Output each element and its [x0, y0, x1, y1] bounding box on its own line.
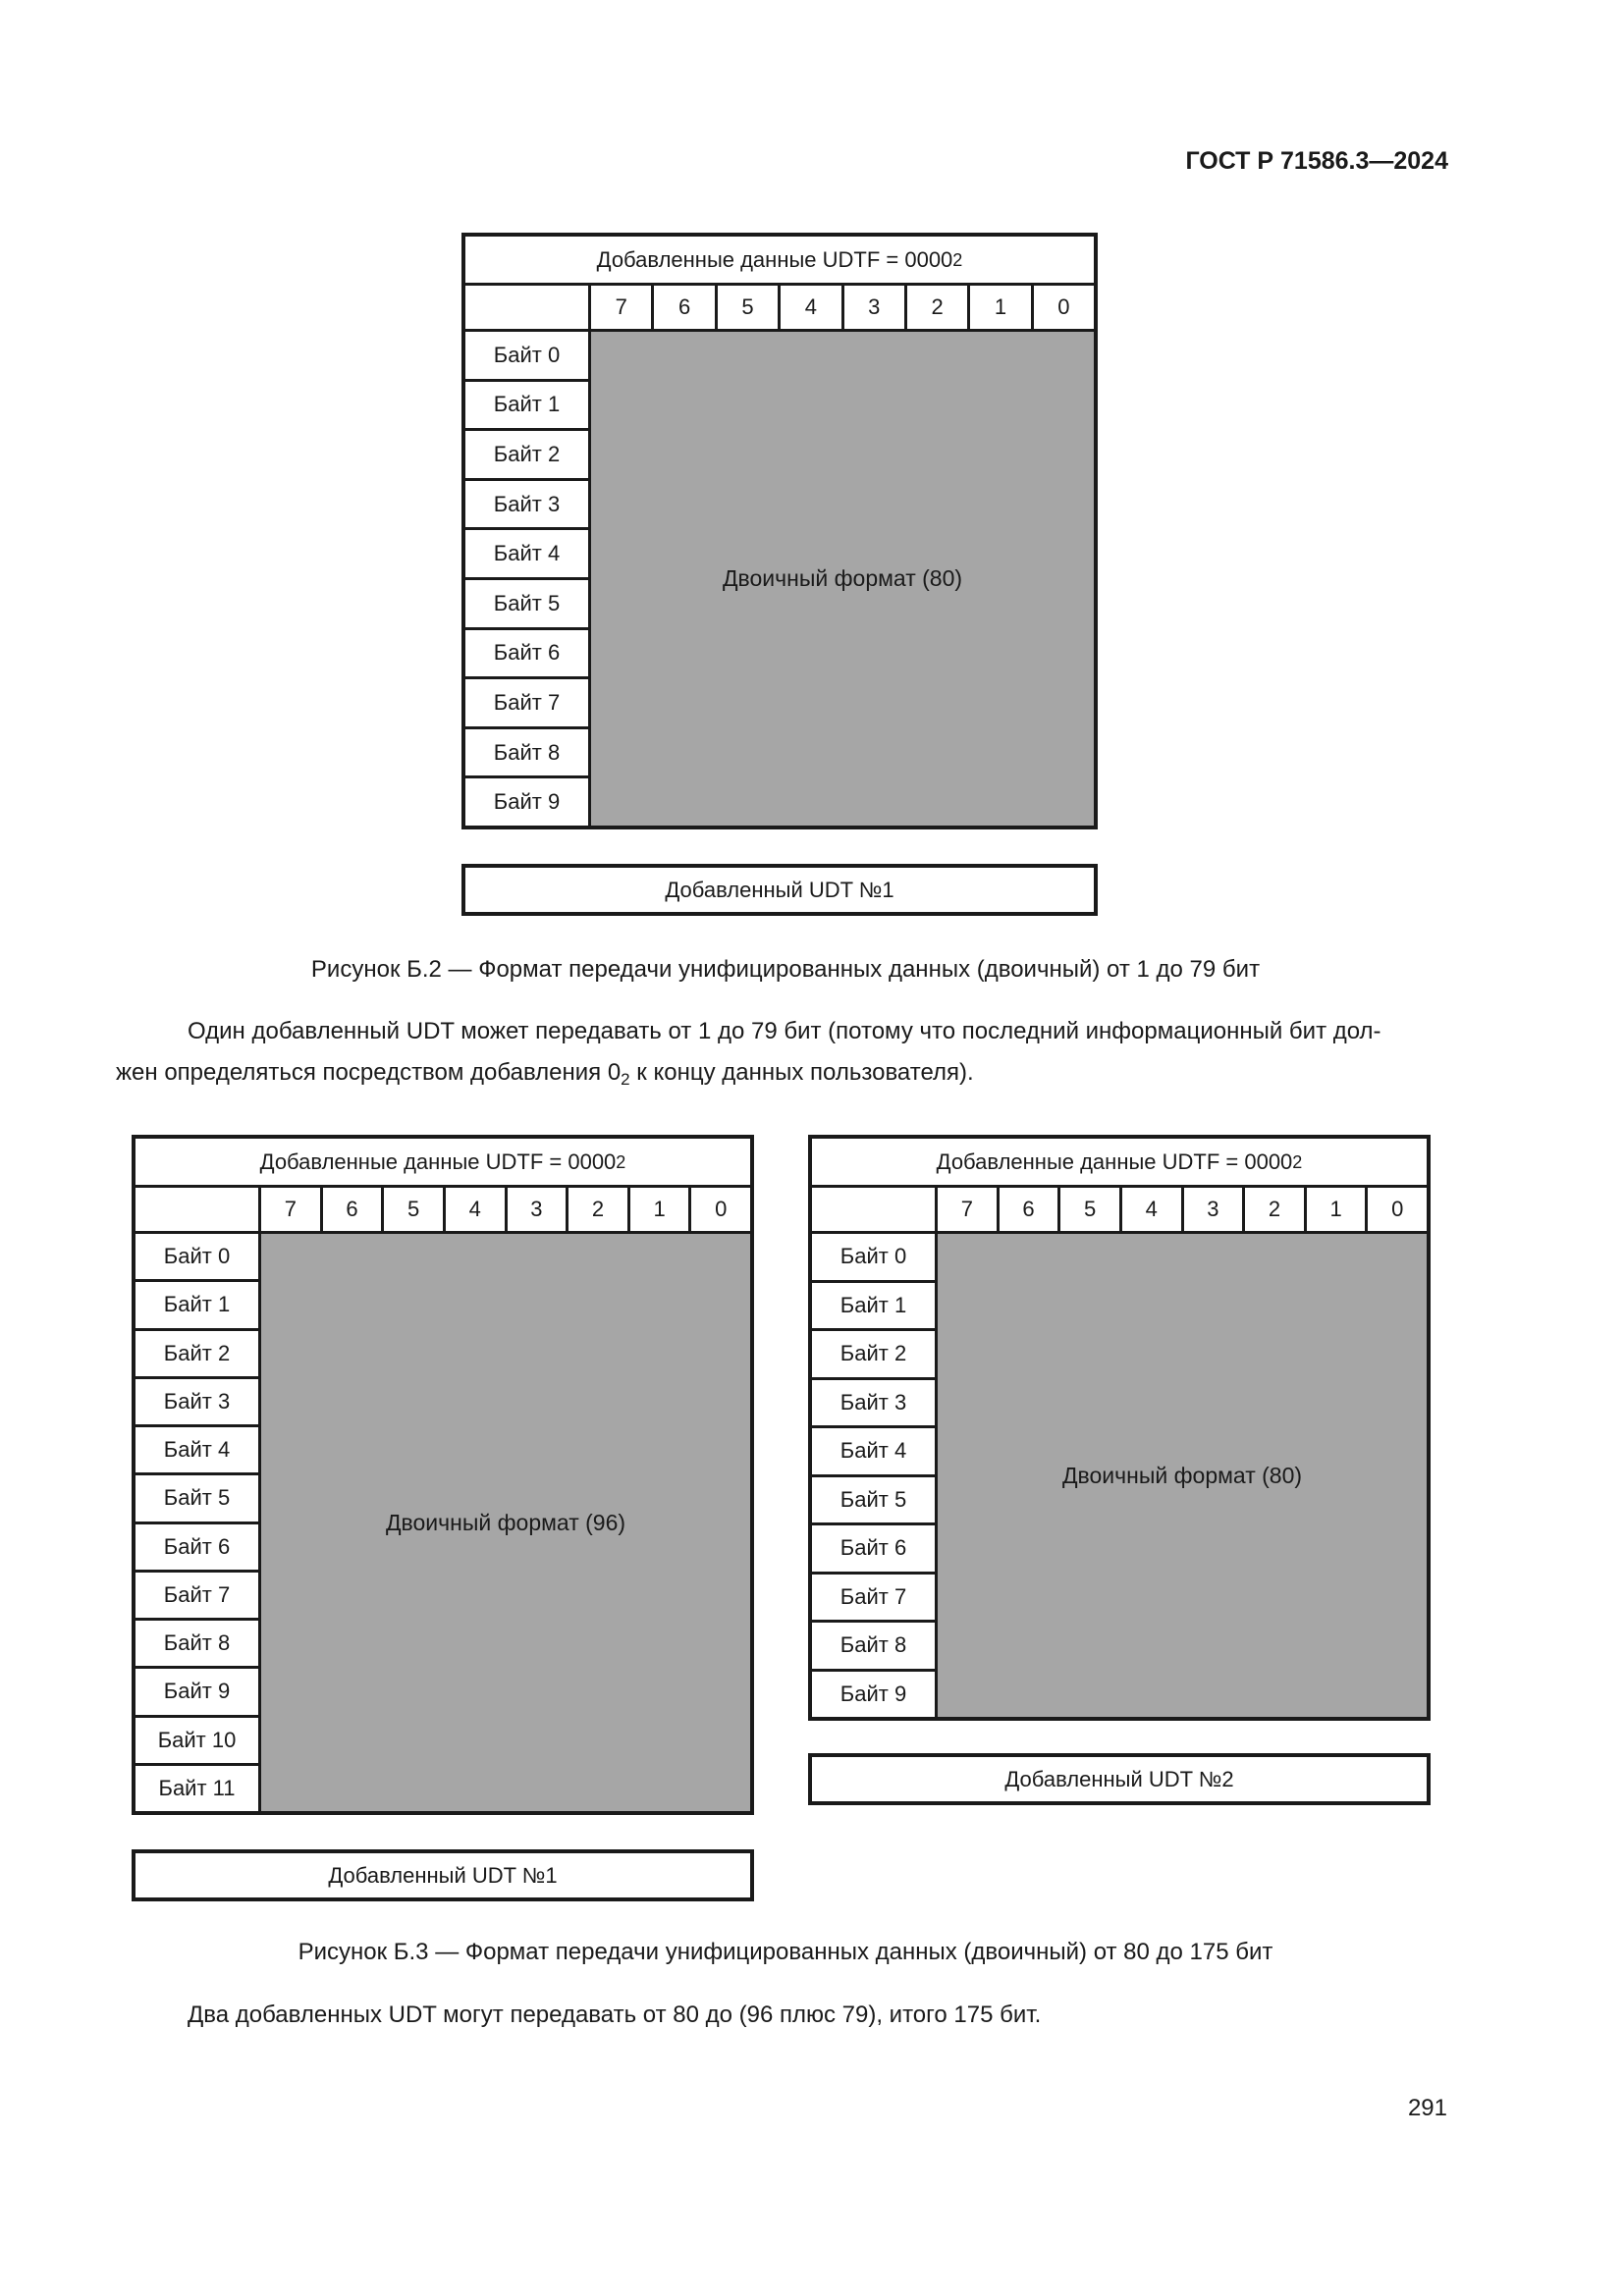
byte-row-label: Байт 3: [135, 1379, 258, 1427]
frame-title: Добавленные данные UDTF = 0000 2: [812, 1139, 1427, 1188]
bit-header-corner: [812, 1188, 938, 1231]
byte-row-label: Байт 5: [135, 1475, 258, 1523]
byte-row-label: Байт 11: [158, 1775, 236, 1800]
paragraph-line-1: Один добавленный UDT может передавать от 1 до 79 бит (потому что последний информационный бит дол-: [188, 1018, 1381, 1044]
byte-row-label: Байт 4: [135, 1427, 258, 1475]
udt-frame-diagram-b3-right: [808, 1135, 1431, 1721]
bit-column-header: 0: [1391, 1197, 1404, 1221]
bit-column-header: 0: [1057, 294, 1070, 319]
bit-column-header: 7: [938, 1188, 1000, 1231]
byte-row-label: Байт 1: [135, 1282, 258, 1330]
byte-row-label: Байт 2: [812, 1331, 935, 1380]
paragraph-udt-80-175: Два добавленных UDT могут передавать от 80 до (96 плюс 79), итого 175 бит.: [188, 2002, 1042, 2028]
bit-column-header: 6: [1000, 1188, 1061, 1231]
bit-column-header: 1: [970, 286, 1033, 329]
paragraph-line-2: [116, 1052, 1451, 1094]
bit-column-header: 7: [261, 1188, 323, 1231]
byte-row-label: Байт 6: [135, 1524, 258, 1573]
binary-data-area: Двоичный формат (80): [938, 1234, 1427, 1717]
byte-row-label: Байт 8: [135, 1621, 258, 1669]
byte-label-column: [812, 1234, 938, 1717]
bit-column-header: 4: [1122, 1188, 1184, 1231]
figure-caption-b3: Рисунок Б.3 — Формат передачи унифицированных данных (двоичный) от 80 до 175 бит: [298, 1939, 1273, 1965]
byte-row-label: Байт 5: [465, 580, 588, 630]
bit-header-row: [465, 286, 1094, 332]
bit-column-header: 3: [844, 286, 907, 329]
page-number: 291: [1407, 2095, 1447, 2121]
byte-row-label: Байт 2: [135, 1331, 258, 1379]
subscript-2: 2: [621, 1070, 630, 1089]
bit-column-header: 7: [591, 286, 654, 329]
bit-column-header: 0: [715, 1197, 728, 1221]
paragraph-udt-1-79: [116, 1011, 1451, 1094]
byte-row-label: Байт 0: [812, 1234, 935, 1283]
udt-frame-diagram-b2: [461, 233, 1098, 829]
bit-header-row: [135, 1188, 750, 1234]
byte-row-label: Байт 5: [812, 1477, 935, 1526]
frame-title-text: Добавленные данные UDTF = 0000: [596, 246, 953, 272]
bit-column-header: 3: [508, 1188, 569, 1231]
binary-data-area: Двоичный формат (80): [591, 332, 1094, 826]
byte-row-label: Байт 10: [135, 1718, 258, 1766]
byte-row-label: Байт 1: [465, 382, 588, 432]
bit-column-header: 4: [781, 286, 843, 329]
bit-header-corner: [135, 1188, 261, 1231]
bit-header-row: [812, 1188, 1427, 1234]
byte-row-label: Байт 3: [812, 1380, 935, 1429]
bit-column-header: 6: [654, 286, 717, 329]
byte-row-label: Байт 8: [465, 729, 588, 779]
udt-label-box-b3-left: Добавленный UDT №1: [132, 1849, 754, 1901]
byte-row-label: Байт 4: [465, 530, 588, 580]
frame-title-text: Добавленные данные UDTF = 0000: [259, 1148, 617, 1174]
byte-label-column: [135, 1234, 261, 1811]
paragraph-line-2-text: жен определяться посредством добавления 0: [116, 1059, 622, 1086]
frame-title: Добавленные данные UDTF = 0000 2: [465, 237, 1094, 286]
frame-title: Добавленные данные UDTF = 0000 2: [135, 1139, 750, 1188]
bit-column-header: 4: [446, 1188, 508, 1231]
bit-column-header: 6: [323, 1188, 385, 1231]
byte-row-label: Байт 4: [812, 1428, 935, 1477]
figure-caption-b2: Рисунок Б.2 — Формат передачи унифицированных данных (двоичный) от 1 до 79 бит: [310, 956, 1261, 983]
bit-column-header: 2: [568, 1188, 630, 1231]
byte-row-label: Байт 9: [839, 1681, 907, 1706]
bit-column-header: 2: [907, 286, 970, 329]
udt-frame-diagram-b3-left: [132, 1135, 754, 1815]
bit-column-header: 1: [1307, 1188, 1369, 1231]
bit-column-header: 2: [1245, 1188, 1307, 1231]
byte-row-label: Байт 7: [135, 1573, 258, 1621]
bit-column-header: 5: [1060, 1188, 1122, 1231]
bit-column-header: 5: [718, 286, 781, 329]
bit-column-header: 1: [630, 1188, 692, 1231]
document-standard-header: ГОСТ Р 71586.3—2024: [1185, 147, 1448, 175]
byte-row-label: Байт 8: [812, 1623, 935, 1672]
byte-row-label: Байт 7: [812, 1575, 935, 1624]
byte-row-label: Байт 9: [135, 1669, 258, 1717]
byte-row-label: Байт 3: [465, 481, 588, 531]
paragraph-line-2-end: к концу данных пользователя).: [629, 1059, 974, 1086]
byte-row-label: Байт 1: [812, 1283, 935, 1332]
byte-row-label: Байт 6: [812, 1525, 935, 1575]
binary-data-area: Двоичный формат (96): [261, 1234, 750, 1811]
byte-row-label: Байт 9: [493, 789, 561, 815]
byte-label-column: [465, 332, 591, 826]
byte-row-label: Байт 0: [465, 332, 588, 382]
bit-column-header: 5: [384, 1188, 446, 1231]
udt-label-box-b3-right: Добавленный UDT №2: [808, 1753, 1431, 1805]
bit-header-corner: [465, 286, 591, 329]
frame-title-text: Добавленные данные UDTF = 0000: [936, 1148, 1293, 1174]
byte-row-label: Байт 0: [135, 1234, 258, 1282]
udt-label-box-b2: Добавленный UDT №1: [461, 864, 1098, 916]
byte-row-label: Байт 6: [465, 630, 588, 680]
byte-row-label: Байт 2: [465, 431, 588, 481]
byte-row-label: Байт 7: [465, 679, 588, 729]
bit-column-header: 3: [1184, 1188, 1246, 1231]
